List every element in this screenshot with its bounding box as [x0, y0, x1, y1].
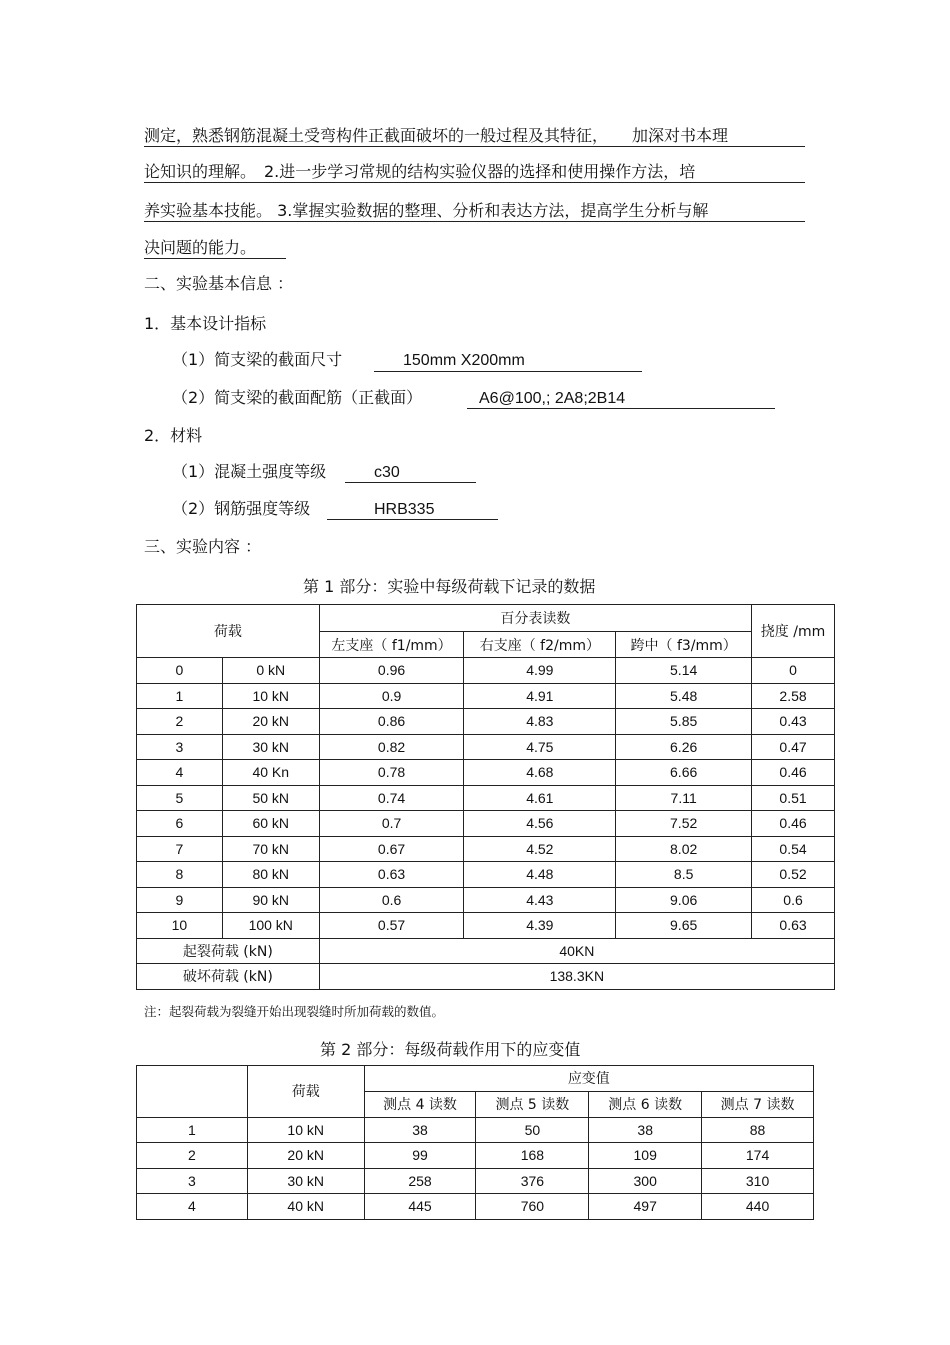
header-midspan: 跨中（ f3/mm） — [616, 632, 752, 658]
table-cell: 9 — [137, 887, 223, 913]
table-cell: 0.46 — [752, 760, 835, 786]
header-point-4: 测点 4 读数 — [364, 1091, 476, 1117]
table-cell: 5.48 — [616, 683, 752, 709]
table-cell: 300 — [589, 1168, 702, 1194]
table-cell: 0.6 — [752, 887, 835, 913]
table-cell: 5 — [137, 785, 223, 811]
steel-grade-label: （2）钢筋强度等级 — [172, 499, 311, 518]
intro-line-2: 论知识的理解。 2.进一步学习常规的结构实验仪器的选择和使用操作方法，培 — [144, 162, 696, 181]
underline — [374, 371, 642, 372]
table-cell: 1 — [137, 683, 223, 709]
beam-section-size-value: 150mm X200mm — [403, 352, 525, 369]
table-cell: 30 kN — [247, 1168, 364, 1194]
table-cell: 4.99 — [464, 658, 616, 684]
table-cell: 7.11 — [616, 785, 752, 811]
table-cell: 174 — [702, 1143, 814, 1169]
table-cell: 90 kN — [222, 887, 319, 913]
table-1-note: 注：起裂荷载为裂缝开始出现裂缝时所加荷载的数值。 — [144, 1004, 445, 1019]
table-cell: 4.61 — [464, 785, 616, 811]
table-cell: 4.52 — [464, 836, 616, 862]
table-cell: 4.75 — [464, 734, 616, 760]
table-cell: 4.68 — [464, 760, 616, 786]
table-cell: 2.58 — [752, 683, 835, 709]
table-cell: 0.82 — [319, 734, 464, 760]
table-cell: 5.14 — [616, 658, 752, 684]
header-gauge-readings: 百分表读数 — [319, 605, 751, 632]
table-cell: 30 kN — [222, 734, 319, 760]
header-left-support: 左支座（ f1/mm） — [319, 632, 464, 658]
table-cell: 60 kN — [222, 811, 319, 837]
table-cell: 100 kN — [222, 913, 319, 939]
table-cell: 10 — [137, 913, 223, 939]
table-cell: 440 — [702, 1194, 814, 1220]
table-cell: 40 kN — [247, 1194, 364, 1220]
table-cell: 50 — [476, 1117, 589, 1143]
strain-table — [136, 1065, 814, 1220]
table-cell: 8 — [137, 862, 223, 888]
table-row — [137, 785, 835, 811]
table-cell: 4.91 — [464, 683, 616, 709]
table-row — [137, 887, 835, 913]
table-cell: 376 — [476, 1168, 589, 1194]
table-cell: 88 — [702, 1117, 814, 1143]
table-cell: 445 — [364, 1194, 476, 1220]
header-right-support: 右支座（ f2/mm） — [464, 632, 616, 658]
table-cell: 310 — [702, 1168, 814, 1194]
table-cell: 4 — [137, 1194, 248, 1220]
failure-load-label: 破坏荷载 (kN) — [137, 964, 320, 990]
table-cell: 0.63 — [319, 862, 464, 888]
table-cell: 3 — [137, 1168, 248, 1194]
underline — [327, 519, 498, 520]
table-cell: 70 kN — [222, 836, 319, 862]
table-row — [137, 709, 835, 735]
table-cell: 4.56 — [464, 811, 616, 837]
table-cell: 0.51 — [752, 785, 835, 811]
table-cell: 7 — [137, 836, 223, 862]
table-cell: 20 kN — [222, 709, 319, 735]
table-cell: 9.65 — [616, 913, 752, 939]
table-cell: 6.66 — [616, 760, 752, 786]
table-cell: 38 — [589, 1117, 702, 1143]
table-cell: 0.6 — [319, 887, 464, 913]
table-cell: 50 kN — [222, 785, 319, 811]
section-2-heading: 二、实验基本信息 ： — [144, 274, 294, 293]
intro-line-4: 决问题的能力。 — [144, 238, 257, 257]
table-cell: 0.47 — [752, 734, 835, 760]
section-3-heading: 三、实验内容 ： — [144, 537, 262, 556]
header-index-blank — [137, 1066, 248, 1118]
underline — [345, 482, 476, 483]
table-cell: 10 kN — [222, 683, 319, 709]
beam-reinforcement-label: （2）简支梁的截面配筋（正截面） — [172, 388, 423, 407]
table-cell: 0.67 — [319, 836, 464, 862]
table-cell: 2 — [137, 1143, 248, 1169]
beam-reinforcement-value: A6@100,; 2A8;2B14 — [479, 390, 626, 407]
table-2-caption: 第 2 部分：每级荷载作用下的应变值 — [320, 1040, 581, 1059]
table-cell: 0.96 — [319, 658, 464, 684]
table-row — [137, 658, 835, 684]
table-cell: 6 — [137, 811, 223, 837]
table-cell: 0.74 — [319, 785, 464, 811]
subsection-design-heading: 1．基本设计指标 — [144, 314, 267, 333]
header-point-7: 测点 7 读数 — [702, 1091, 814, 1117]
table-cell: 0.43 — [752, 709, 835, 735]
table-cell: 0.46 — [752, 811, 835, 837]
table-row — [137, 862, 835, 888]
failure-load-value: 138.3KN — [319, 964, 834, 990]
table-cell: 0.52 — [752, 862, 835, 888]
table-cell: 40 Kn — [222, 760, 319, 786]
table-cell: 0 kN — [222, 658, 319, 684]
table-cell: 99 — [364, 1143, 476, 1169]
header-strain: 应变值 — [364, 1066, 813, 1092]
table-cell: 5.85 — [616, 709, 752, 735]
underline — [144, 146, 805, 147]
table-row — [137, 811, 835, 837]
table-cell: 497 — [589, 1194, 702, 1220]
table-cell: 2 — [137, 709, 223, 735]
table-row — [137, 760, 835, 786]
header-load: 荷载 — [247, 1066, 364, 1118]
table-row — [137, 913, 835, 939]
beam-section-size-label: （1）简支梁的截面尺寸 — [172, 350, 343, 369]
header-point-6: 测点 6 读数 — [589, 1091, 702, 1117]
table-cell: 1 — [137, 1117, 248, 1143]
table-cell: 0.63 — [752, 913, 835, 939]
table-1-caption: 第 1 部分：实验中每级荷载下记录的数据 — [303, 577, 596, 596]
header-load: 荷载 — [137, 605, 320, 658]
table-cell: 38 — [364, 1117, 476, 1143]
table-cell: 0.54 — [752, 836, 835, 862]
table-cell: 4 — [137, 760, 223, 786]
table-cell: 3 — [137, 734, 223, 760]
steel-grade-value: HRB335 — [374, 501, 435, 518]
table-cell: 6.26 — [616, 734, 752, 760]
table-cell: 258 — [364, 1168, 476, 1194]
table-cell: 0.57 — [319, 913, 464, 939]
intro-line-3: 养实验基本技能。 3.掌握实验数据的整理、分析和表达方法，提高学生分析与解 — [144, 201, 709, 220]
table-cell: 0.7 — [319, 811, 464, 837]
table-row — [137, 683, 835, 709]
table-cell: 4.83 — [464, 709, 616, 735]
table-row — [137, 1168, 814, 1194]
underline — [144, 182, 805, 183]
table-cell: 8.02 — [616, 836, 752, 862]
underline — [144, 221, 805, 222]
table-cell: 0 — [137, 658, 223, 684]
table-cell: 4.48 — [464, 862, 616, 888]
underline — [467, 408, 775, 409]
table-cell: 8.5 — [616, 862, 752, 888]
table-cell: 760 — [476, 1194, 589, 1220]
table-row — [137, 1117, 814, 1143]
crack-load-label: 起裂荷载 (kN) — [137, 938, 320, 964]
underline — [144, 258, 286, 259]
crack-load-value: 40KN — [319, 938, 834, 964]
table-cell: 0.78 — [319, 760, 464, 786]
load-deflection-table — [136, 604, 835, 990]
table-cell: 10 kN — [247, 1117, 364, 1143]
table-row — [137, 1143, 814, 1169]
intro-line-1: 测定，熟悉钢筋混凝土受弯构件正截面破坏的一般过程及其特征， 加深对书本理 — [144, 126, 729, 145]
table-row — [137, 1194, 814, 1220]
table-cell: 109 — [589, 1143, 702, 1169]
table-cell: 0 — [752, 658, 835, 684]
concrete-grade-label: （1）混凝土强度等级 — [172, 462, 327, 481]
table-cell: 0.9 — [319, 683, 464, 709]
table-row — [137, 734, 835, 760]
table-cell: 7.52 — [616, 811, 752, 837]
table-cell: 80 kN — [222, 862, 319, 888]
table-cell: 20 kN — [247, 1143, 364, 1169]
header-point-5: 测点 5 读数 — [476, 1091, 589, 1117]
table-cell: 4.43 — [464, 887, 616, 913]
table-cell: 4.39 — [464, 913, 616, 939]
table-cell: 168 — [476, 1143, 589, 1169]
subsection-material-heading: 2．材料 — [144, 426, 203, 445]
header-deflection: 挠度 /mm — [752, 605, 835, 658]
table-cell: 9.06 — [616, 887, 752, 913]
concrete-grade-value: c30 — [374, 464, 400, 481]
table-row — [137, 836, 835, 862]
table-cell: 0.86 — [319, 709, 464, 735]
